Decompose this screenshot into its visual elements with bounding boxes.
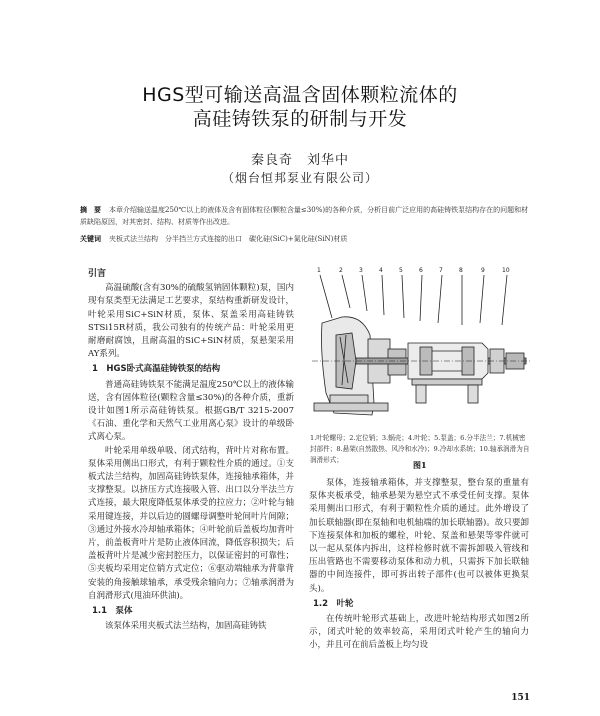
section1-paragraph-1: 普通高硅铸铁泵不能满足温度250℃以上的液体输送，含有固体粒径(颗粒含量≤30%)的各种介质，重新设计如图1所示高硅铸铁泵。根据GB/T 3215-2007《石油、重化学和天然气工业用离心泵》设计的单级卧式离心泵。 — [88, 379, 294, 443]
abstract-text: 本章介绍输送温度250℃以上的液体及含有固体粒径(颗粒含量≤30%)的各种介质，分析目前广泛应用的高硅铸铁泵结构存在的问题和材质缺陷原因，对其密封、结构、材质等作出改进。 — [80, 206, 529, 226]
subsection-1-1-heading: 1.1 泵体 — [92, 606, 133, 617]
authors: 秦良奇 刘华中 — [250, 153, 349, 168]
left-column — [88, 268, 294, 633]
keywords — [80, 233, 535, 245]
callout-10: 10 — [502, 267, 510, 274]
right-paragraph-1: 泵体，连接轴承箱体，并支撑整泵，整台泵的重量有泵体夹板承受，轴承悬架为悬空式不承受任何支撑。泵体采用侧出口形式，有利于颗粒性介质的通过。此外增设了加长联轴器(即在泵轴和电机轴端的加长联轴器)。故只要卸下连接泵体和加板的螺栓，叶轮、泵盖和悬架等零件就可以一起从泵体内拆出，这样检修时就不需拆卸吸入管线和压出管路也不需要移动泵体和动力机，只需拆下加长联轴器的中间连接件，即可拆出转子部件(也可以被体更换泵头)。 — [309, 478, 529, 594]
abstract — [80, 204, 535, 228]
figure-label: 图1 — [413, 460, 427, 470]
callout-6: 6 — [419, 267, 423, 274]
intro-heading: 引言 — [88, 269, 107, 279]
subsection-1-1-paragraph: 该泵体采用夹板式法兰结构，加固高硅铸铁 — [105, 621, 267, 632]
page-number: 151 — [511, 693, 530, 703]
right-column — [309, 477, 529, 653]
callout-9: 9 — [481, 267, 485, 274]
paper-title-line2: 高硅铸铁泵的研制与开发 — [192, 108, 408, 130]
callout-3: 3 — [359, 267, 363, 274]
callout-1: 1 — [317, 267, 321, 274]
right-paragraph-2: 在传统叶轮形式基础上，改进叶轮结构形式如图2所示，闭式叶轮的效率较高，采用闭式叶轮产生的轴向力小，并且可在前后盖板上均匀设 — [309, 614, 529, 651]
subsection-1-2-heading: 1.2 叶轮 — [313, 598, 354, 609]
pump-cross-section-figure — [312, 263, 530, 433]
section1-paragraph-2: 叶轮采用单级单吸、闭式结构，背叶片对称布置。泵体采用侧出口形式，有利于颗粒性介质的通过。①支板式法兰结构，加固高硅铸铁泵体，连接轴承箱体，并支撑整泵。以挤压方式连接吸入管、出口以分半法兰方式连接，最大限度降低泵体承受的拉应力；②叶轮与轴采用键连接，并以后边的圆螺母调整叶轮间叶片间隙；③通过外接水冷却轴承箱体；④叶轮前后盖板均加背叶片，前盖板背叶片是防止液体回流，降低容积损失；后盖板背叶片是减少密封腔压力，以保证密封的可靠性；⑤夹板均采用定位销方式定位；⑥驱动端轴承为背靠背安装的角接触球轴承，承受残余轴向力；⑦轴承润滑为自润滑形式(甩油环供油)。 — [88, 445, 294, 601]
section1-heading: 1 HGS卧式高温硅铸铁泵的结构 — [92, 364, 221, 375]
intro-paragraph: 高温硫酸(含有30%的硫酸氢钠固体颗粒)泵，国内现有泵类型无法满足工艺要求，泵结构重新研发设计，叶轮采用SiC+SiN材质，泵体、泵盖采用高硅铸铁STSi15R材质，我公司独有的传统产品：叶轮采用更耐磨耐腐蚀，且耐高温的SiC+SiN材质，泵悬架采用AY系列。 — [88, 283, 294, 360]
figure-caption: 1.叶轮螺母；2.定位销；3.蜗壳；4.叶轮；5.泵盖；6.分半法兰；7.机械密封部件；8.悬架(自然散热、风冷和水冷)；9.冷却水系统；10.轴承润滑为自润滑形式； — [310, 434, 530, 464]
callout-5: 5 — [399, 267, 403, 274]
keywords-text: 夹板式法兰结构 分半挡兰方式连接的出口 碳化硅(SiC)+氮化硅(SiN)材质 — [109, 235, 348, 243]
callout-7: 7 — [439, 267, 443, 274]
paper-title-line1: HGS型可输送高温含固体颗粒流体的 — [142, 84, 458, 106]
keywords-label: 关键词 — [80, 234, 101, 243]
abstract-label: 摘 要 — [80, 205, 101, 214]
affiliation: （烟台恒邦泵业有限公司） — [221, 171, 378, 185]
callout-8: 8 — [459, 267, 463, 274]
callout-2: 2 — [339, 267, 343, 274]
callout-4: 4 — [379, 267, 383, 274]
